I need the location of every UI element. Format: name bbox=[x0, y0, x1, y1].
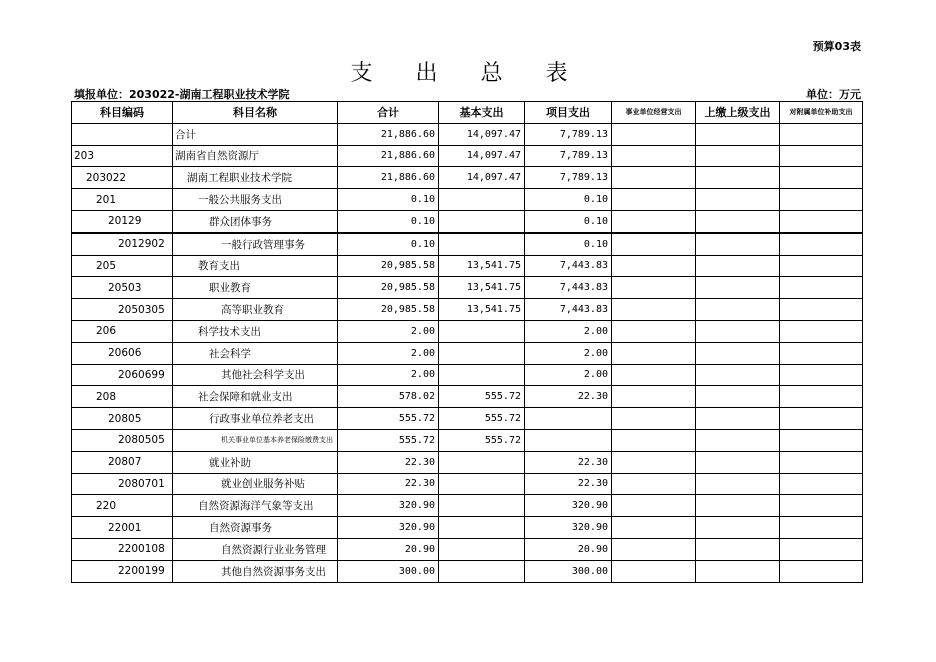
cell-project: 0.10 bbox=[525, 210, 612, 232]
cell-basic: 13,541.75 bbox=[439, 277, 525, 299]
cell-code: 2080701 bbox=[72, 473, 173, 495]
cell-code: 2060699 bbox=[72, 364, 173, 386]
cell-total: 21,886.60 bbox=[338, 167, 439, 189]
cell-total: 2.00 bbox=[338, 364, 439, 386]
cell-subsidy bbox=[780, 429, 863, 451]
cell-name: 自然资源事务 bbox=[173, 517, 338, 539]
table-row bbox=[72, 451, 863, 473]
cell-total: 22.30 bbox=[338, 473, 439, 495]
cell-total: 0.10 bbox=[338, 210, 439, 232]
table-row bbox=[72, 386, 863, 408]
cell-business bbox=[612, 342, 696, 364]
table-row bbox=[72, 429, 863, 451]
cell-upper bbox=[696, 560, 780, 582]
col-header-total: 合计 bbox=[338, 102, 439, 124]
cell-upper bbox=[696, 277, 780, 299]
table-row bbox=[72, 210, 863, 232]
cell-basic bbox=[439, 189, 525, 211]
cell-project: 0.10 bbox=[525, 189, 612, 211]
cell-name: 一般公共服务支出 bbox=[173, 189, 338, 211]
cell-basic: 13,541.75 bbox=[439, 255, 525, 277]
cell-project bbox=[525, 429, 612, 451]
cell-subsidy bbox=[780, 473, 863, 495]
cell-name: 其他社会科学支出 bbox=[173, 364, 338, 386]
cell-business bbox=[612, 189, 696, 211]
cell-name: 机关事业单位基本养老保险缴费支出 bbox=[173, 429, 338, 451]
cell-basic bbox=[439, 495, 525, 517]
col-header-subsidy: 对附属单位补助支出 bbox=[780, 102, 863, 124]
cell-total: 320.90 bbox=[338, 495, 439, 517]
cell-total: 2.00 bbox=[338, 342, 439, 364]
table-row bbox=[72, 145, 863, 167]
cell-name: 一般行政管理事务 bbox=[173, 233, 338, 255]
cell-total: 0.10 bbox=[338, 233, 439, 255]
cell-business bbox=[612, 364, 696, 386]
cell-name: 社会科学 bbox=[173, 342, 338, 364]
cell-total: 0.10 bbox=[338, 189, 439, 211]
cell-business bbox=[612, 473, 696, 495]
cell-business bbox=[612, 495, 696, 517]
page-title: 支 出 总 表 bbox=[350, 61, 586, 86]
cell-subsidy bbox=[780, 495, 863, 517]
cell-business bbox=[612, 538, 696, 560]
table-row bbox=[72, 408, 863, 430]
cell-basic: 14,097.47 bbox=[439, 145, 525, 167]
cell-name: 合计 bbox=[173, 123, 338, 145]
cell-name: 教育支出 bbox=[173, 255, 338, 277]
cell-upper bbox=[696, 320, 780, 342]
table-row bbox=[72, 473, 863, 495]
cell-basic bbox=[439, 473, 525, 495]
currency-unit: 单位：万元 bbox=[806, 88, 861, 101]
cell-upper bbox=[696, 495, 780, 517]
cell-code: 2200199 bbox=[72, 560, 173, 582]
cell-upper bbox=[696, 145, 780, 167]
table-header-row bbox=[72, 102, 863, 124]
cell-basic bbox=[439, 320, 525, 342]
cell-name: 湖南工程职业技术学院 bbox=[173, 167, 338, 189]
table-row bbox=[72, 495, 863, 517]
cell-name: 群众团体事务 bbox=[173, 210, 338, 232]
cell-project: 22.30 bbox=[525, 473, 612, 495]
cell-code: 203022 bbox=[72, 167, 173, 189]
cell-total: 300.00 bbox=[338, 560, 439, 582]
cell-basic: 555.72 bbox=[439, 386, 525, 408]
table-row bbox=[72, 342, 863, 364]
cell-basic bbox=[439, 342, 525, 364]
cell-code: 20807 bbox=[72, 451, 173, 473]
cell-upper bbox=[696, 517, 780, 539]
table-row bbox=[72, 255, 863, 277]
cell-code: 22001 bbox=[72, 517, 173, 539]
cell-project: 22.30 bbox=[525, 386, 612, 408]
col-header-upper: 上缴上级支出 bbox=[696, 102, 780, 124]
col-header-basic: 基本支出 bbox=[439, 102, 525, 124]
cell-business bbox=[612, 299, 696, 321]
cell-total: 21,886.60 bbox=[338, 123, 439, 145]
table-row bbox=[72, 277, 863, 299]
cell-project: 7,443.83 bbox=[525, 299, 612, 321]
cell-code: 20805 bbox=[72, 408, 173, 430]
cell-code bbox=[72, 123, 173, 145]
cell-business bbox=[612, 517, 696, 539]
col-header-business: 事业单位经营支出 bbox=[612, 102, 696, 124]
cell-name: 就业补助 bbox=[173, 451, 338, 473]
cell-project: 7,443.83 bbox=[525, 255, 612, 277]
cell-total: 22.30 bbox=[338, 451, 439, 473]
cell-project: 2.00 bbox=[525, 320, 612, 342]
cell-name: 职业教育 bbox=[173, 277, 338, 299]
cell-subsidy bbox=[780, 189, 863, 211]
cell-subsidy bbox=[780, 538, 863, 560]
cell-subsidy bbox=[780, 210, 863, 232]
cell-subsidy bbox=[780, 320, 863, 342]
cell-upper bbox=[696, 408, 780, 430]
cell-business bbox=[612, 233, 696, 255]
cell-project bbox=[525, 408, 612, 430]
expenditure-table bbox=[71, 101, 863, 583]
cell-project: 2.00 bbox=[525, 364, 612, 386]
cell-code: 2080505 bbox=[72, 429, 173, 451]
cell-business bbox=[612, 210, 696, 232]
cell-project: 0.10 bbox=[525, 233, 612, 255]
cell-subsidy bbox=[780, 560, 863, 582]
filing-unit: 填报单位：203022-湖南工程职业技术学院 bbox=[74, 88, 290, 101]
cell-basic: 555.72 bbox=[439, 408, 525, 430]
col-header-code: 科目编码 bbox=[72, 102, 173, 124]
cell-project: 20.90 bbox=[525, 538, 612, 560]
cell-upper bbox=[696, 255, 780, 277]
cell-business bbox=[612, 429, 696, 451]
cell-business bbox=[612, 451, 696, 473]
cell-upper bbox=[696, 538, 780, 560]
cell-project: 320.90 bbox=[525, 495, 612, 517]
cell-code: 206 bbox=[72, 320, 173, 342]
table-row bbox=[72, 299, 863, 321]
cell-upper bbox=[696, 123, 780, 145]
cell-name: 社会保障和就业支出 bbox=[173, 386, 338, 408]
cell-subsidy bbox=[780, 386, 863, 408]
cell-upper bbox=[696, 299, 780, 321]
cell-basic bbox=[439, 538, 525, 560]
cell-code: 20606 bbox=[72, 342, 173, 364]
cell-project: 2.00 bbox=[525, 342, 612, 364]
cell-code: 2200108 bbox=[72, 538, 173, 560]
cell-project: 300.00 bbox=[525, 560, 612, 582]
cell-basic bbox=[439, 451, 525, 473]
cell-name: 其他自然资源事务支出 bbox=[173, 560, 338, 582]
cell-business bbox=[612, 145, 696, 167]
cell-subsidy bbox=[780, 255, 863, 277]
table-row bbox=[72, 123, 863, 145]
cell-name: 自然资源海洋气象等支出 bbox=[173, 495, 338, 517]
cell-subsidy bbox=[780, 167, 863, 189]
cell-upper bbox=[696, 386, 780, 408]
cell-subsidy bbox=[780, 145, 863, 167]
cell-basic: 13,541.75 bbox=[439, 299, 525, 321]
table-row bbox=[72, 538, 863, 560]
cell-project: 7,789.13 bbox=[525, 145, 612, 167]
cell-project: 7,789.13 bbox=[525, 167, 612, 189]
col-header-project: 项目支出 bbox=[525, 102, 612, 124]
cell-name: 自然资源行业业务管理 bbox=[173, 538, 338, 560]
cell-project: 320.90 bbox=[525, 517, 612, 539]
cell-project: 7,443.83 bbox=[525, 277, 612, 299]
cell-basic bbox=[439, 560, 525, 582]
table-row bbox=[72, 517, 863, 539]
cell-code: 2050305 bbox=[72, 299, 173, 321]
cell-total: 20.90 bbox=[338, 538, 439, 560]
cell-code: 205 bbox=[72, 255, 173, 277]
cell-code: 2012902 bbox=[72, 233, 173, 255]
cell-total: 20,985.58 bbox=[338, 255, 439, 277]
cell-basic: 555.72 bbox=[439, 429, 525, 451]
cell-name: 就业创业服务补贴 bbox=[173, 473, 338, 495]
cell-total: 555.72 bbox=[338, 429, 439, 451]
cell-basic: 14,097.47 bbox=[439, 167, 525, 189]
cell-total: 578.02 bbox=[338, 386, 439, 408]
cell-total: 555.72 bbox=[338, 408, 439, 430]
cell-business bbox=[612, 167, 696, 189]
cell-name: 湖南省自然资源厅 bbox=[173, 145, 338, 167]
cell-project: 7,789.13 bbox=[525, 123, 612, 145]
cell-code: 203 bbox=[72, 145, 173, 167]
cell-upper bbox=[696, 189, 780, 211]
cell-upper bbox=[696, 429, 780, 451]
cell-total: 20,985.58 bbox=[338, 299, 439, 321]
cell-upper bbox=[696, 167, 780, 189]
cell-code: 20129 bbox=[72, 210, 173, 232]
col-header-name: 科目名称 bbox=[173, 102, 338, 124]
table-row bbox=[72, 189, 863, 211]
table-row bbox=[72, 167, 863, 189]
form-number: 预算03表 bbox=[812, 40, 861, 53]
cell-basic bbox=[439, 233, 525, 255]
cell-subsidy bbox=[780, 517, 863, 539]
cell-business bbox=[612, 123, 696, 145]
cell-total: 2.00 bbox=[338, 320, 439, 342]
cell-upper bbox=[696, 473, 780, 495]
cell-business bbox=[612, 560, 696, 582]
cell-subsidy bbox=[780, 277, 863, 299]
cell-subsidy bbox=[780, 233, 863, 255]
cell-business bbox=[612, 277, 696, 299]
cell-subsidy bbox=[780, 123, 863, 145]
cell-total: 20,985.58 bbox=[338, 277, 439, 299]
cell-code: 20503 bbox=[72, 277, 173, 299]
cell-basic: 14,097.47 bbox=[439, 123, 525, 145]
cell-name: 行政事业单位养老支出 bbox=[173, 408, 338, 430]
cell-subsidy bbox=[780, 408, 863, 430]
cell-name: 科学技术支出 bbox=[173, 320, 338, 342]
cell-basic bbox=[439, 210, 525, 232]
cell-upper bbox=[696, 210, 780, 232]
cell-business bbox=[612, 255, 696, 277]
cell-total: 320.90 bbox=[338, 517, 439, 539]
cell-business bbox=[612, 320, 696, 342]
cell-total: 21,886.60 bbox=[338, 145, 439, 167]
cell-basic bbox=[439, 517, 525, 539]
cell-upper bbox=[696, 451, 780, 473]
table-row bbox=[72, 233, 863, 255]
cell-upper bbox=[696, 364, 780, 386]
cell-code: 220 bbox=[72, 495, 173, 517]
cell-subsidy bbox=[780, 364, 863, 386]
cell-subsidy bbox=[780, 342, 863, 364]
cell-upper bbox=[696, 342, 780, 364]
cell-code: 208 bbox=[72, 386, 173, 408]
cell-basic bbox=[439, 364, 525, 386]
table-row bbox=[72, 364, 863, 386]
table-row bbox=[72, 560, 863, 582]
cell-upper bbox=[696, 233, 780, 255]
cell-subsidy bbox=[780, 451, 863, 473]
cell-name: 高等职业教育 bbox=[173, 299, 338, 321]
cell-business bbox=[612, 386, 696, 408]
table-row bbox=[72, 320, 863, 342]
cell-project: 22.30 bbox=[525, 451, 612, 473]
cell-subsidy bbox=[780, 299, 863, 321]
cell-business bbox=[612, 408, 696, 430]
cell-code: 201 bbox=[72, 189, 173, 211]
